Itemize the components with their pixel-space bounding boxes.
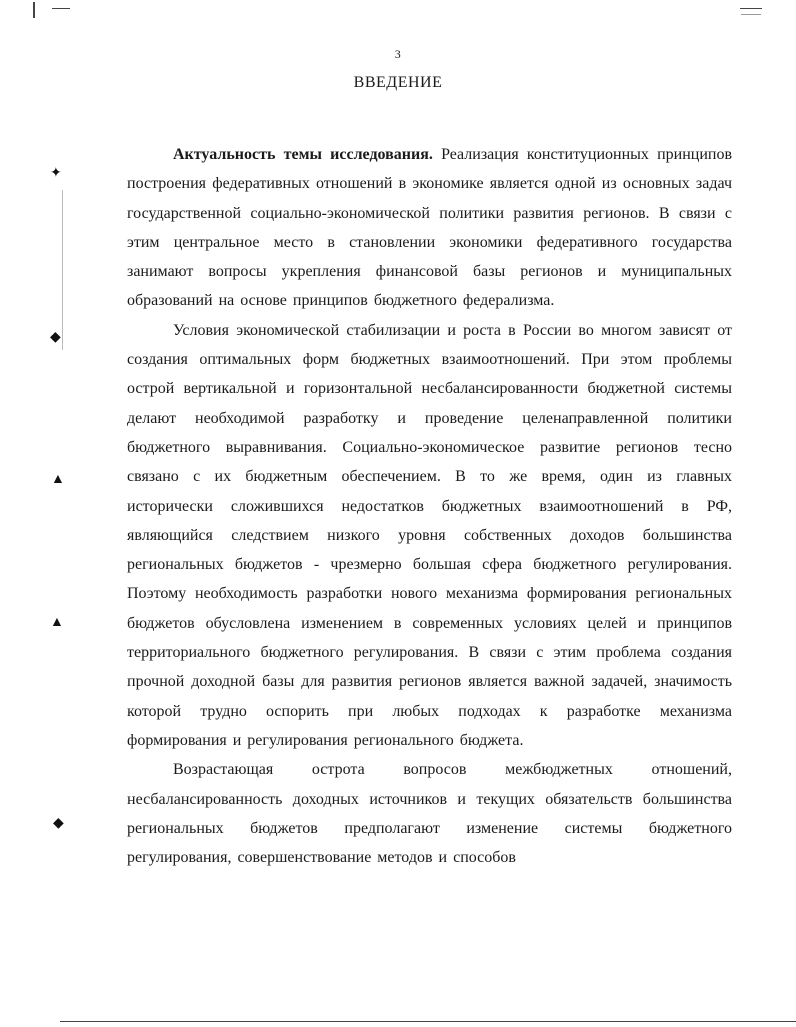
page-title: ВВЕДЕНИЕ <box>353 74 443 91</box>
paragraph-growing-acuteness <box>127 755 732 872</box>
document-body <box>127 140 732 872</box>
paragraph-relevance <box>127 140 732 316</box>
binder-hole-mark: ▲ <box>51 472 65 487</box>
paragraph-lead: Актуальность темы исследования. <box>173 146 433 163</box>
binder-hole-mark: ◆ <box>50 330 61 345</box>
scan-edge-mark-top-right-2 <box>741 14 761 15</box>
scan-edge-mark-left <box>33 2 35 18</box>
scan-edge-line-left <box>62 190 63 350</box>
page-number: 3 <box>394 47 402 61</box>
paragraph-conditions <box>127 316 732 755</box>
paragraph-text: Возрастающая острота вопросов межбюджетных отношений, несбалансированность доходных источников и текущих обязательств большинства региональных бюджетов предполагают изменение системы бюджетного регулирования, совершенствование методов и способов <box>127 761 732 867</box>
binder-hole-mark: ▲ <box>50 615 64 630</box>
paragraph-text: Условия экономической стабилизации и роста в России во многом зависят от создания оптимальных форм бюджетных взаимоотношений. При этом проблемы острой вертикальной и горизонтальной несбалансированности бюджетной системы делают необходимой разработку и проведение целенаправленной политики бюджетного выравнивания. Социально-экономическое развитие регионов тесно связано с их бюджетным обеспечением. В то же время, один из главных исторически сложившихся недостатков бюджетных взаимоотношений в РФ, являющийся следствием низкого уровня собственных доходов большинства региональных бюджетов - чрезмерно большая сфера бюджетного регулирования. Поэтому необходимость разработки нового механизма формирования региональных бюджетов обусловлена изменением в современных условиях целей и принципов территориального бюджетного регулирования. В связи с этим проблема создания прочной доходной базы для развития регионов является важной задачей, значимость которой трудно оспорить при любых подходах к разработке механизма формирования и регулирования регионального бюджета. <box>127 321 732 749</box>
scan-edge-mark-top-left <box>52 8 70 9</box>
scan-edge-line-bottom <box>60 1021 796 1022</box>
binder-hole-mark: ✦ <box>50 166 62 181</box>
scan-edge-mark-top-right <box>740 8 762 9</box>
binder-hole-mark: ◆ <box>53 816 64 831</box>
paragraph-text: Реализация конституционных принципов построения федеративных отношений в экономике является одной из основных задач государственной социально-экономической политики развития регионов. В связи с этим центральное место в становлении экономики федеративного государства занимают вопросы укрепления финансовой базы регионов и муниципальных образований на основе принципов бюджетного федерализма. <box>127 146 733 310</box>
